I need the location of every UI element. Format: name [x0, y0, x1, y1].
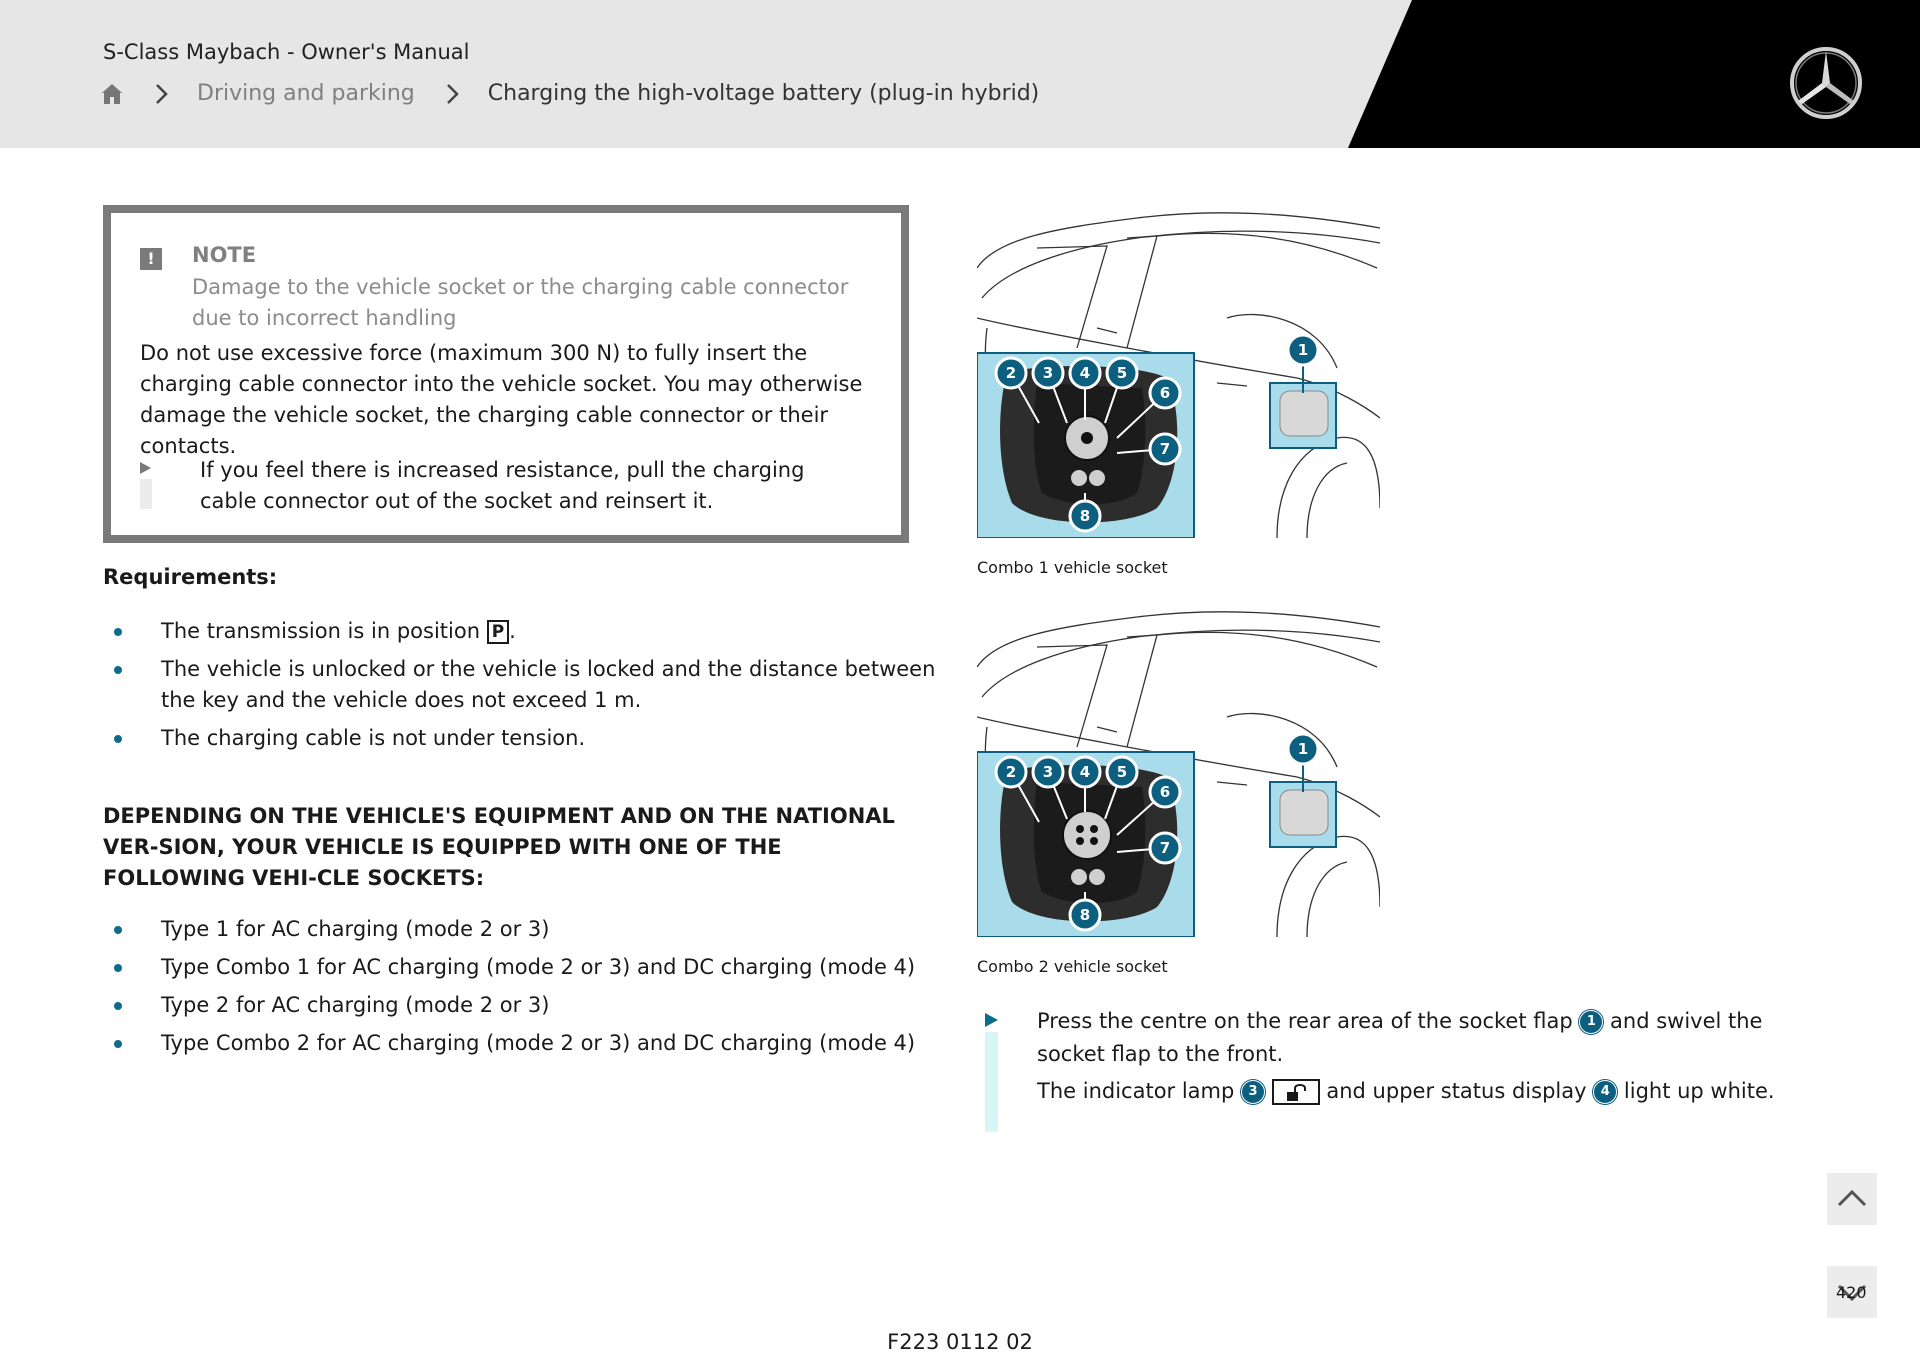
- footer-code: F223 0112 02: [887, 1330, 1033, 1354]
- bullet-icon: [114, 1040, 122, 1048]
- callout-badge: 3: [1241, 1080, 1265, 1104]
- chevron-right-icon: [152, 82, 172, 106]
- svg-text:5: 5: [1116, 364, 1128, 382]
- breadcrumb: [100, 81, 1039, 106]
- svg-text:8: 8: [1079, 507, 1091, 525]
- list-item: The charging cable is not under tension.: [103, 723, 941, 754]
- combo2-socket-illustration: [977, 607, 1380, 937]
- callout-badge: 4: [1593, 1080, 1617, 1104]
- step-bar: [140, 479, 152, 509]
- bullet-icon: [114, 964, 122, 972]
- note-subtitle: Damage to the vehicle socket or the charging cable connector due to incorrect handling: [192, 275, 849, 330]
- list-item: Type Combo 1 for AC charging (mode 2 or 3) and DC charging (mode 4): [103, 952, 941, 983]
- gear-p-symbol: P: [487, 620, 509, 644]
- page-number: 420: [1836, 1283, 1867, 1302]
- combo1-socket-illustration: [977, 208, 1380, 538]
- step-text: [1037, 1005, 1797, 1108]
- socket-types-list: [103, 914, 941, 1066]
- document-title: S-Class Maybach - Owner's Manual: [103, 40, 470, 64]
- step-arrow-icon: [985, 1013, 998, 1027]
- svg-text:6: 6: [1159, 384, 1171, 402]
- svg-text:3: 3: [1042, 364, 1054, 382]
- bullet-icon: [114, 628, 122, 636]
- list-item: The transmission is in position P .: [103, 616, 941, 647]
- svg-text:7: 7: [1159, 440, 1171, 458]
- bullet-icon: [114, 926, 122, 934]
- breadcrumb-link-driving[interactable]: Driving and parking: [197, 81, 415, 106]
- step-bar: [985, 1032, 998, 1132]
- breadcrumb-current: Charging the high-voltage battery (plug-in hybrid): [487, 81, 1040, 106]
- home-icon[interactable]: [100, 82, 124, 106]
- figure-caption: Combo 2 vehicle socket: [977, 957, 1168, 976]
- list-item: Type 2 for AC charging (mode 2 or 3): [103, 990, 941, 1021]
- svg-text:2: 2: [1005, 364, 1017, 382]
- requirements-title: Requirements:: [103, 565, 278, 589]
- svg-text:1: 1: [1297, 341, 1309, 359]
- list-item: The vehicle is unlocked or the vehicle is locked and the distance between the key and the vehicle does not exceed 1 m.: [103, 654, 941, 716]
- bullet-icon: [114, 735, 122, 743]
- note-box: [103, 205, 909, 543]
- warning-icon: !: [140, 248, 162, 270]
- step-line-1: Press the centre on the rear area of the socket flap 1 and swivel the socket flap to the front.: [1037, 1009, 1763, 1066]
- list-item: Type Combo 2 for AC charging (mode 2 or 3) and DC charging (mode 4): [103, 1028, 941, 1059]
- socket-types-heading: DEPENDING ON THE VEHICLE'S EQUIPMENT AND ON THE NATIONAL VER-SION, YOUR VEHICLE IS EQUIPPED WITH ONE OF THE FOLLOWING VEHI-CLE SOCKETS:: [103, 804, 895, 890]
- svg-text:6: 6: [1159, 783, 1171, 801]
- header-bar: [0, 0, 1920, 148]
- note-step-text: If you feel there is increased resistance, pull the charging cable connector out of the socket and reinsert it.: [200, 458, 805, 513]
- scroll-up-button[interactable]: [1827, 1173, 1877, 1225]
- svg-text:5: 5: [1116, 763, 1128, 781]
- list-item: Type 1 for AC charging (mode 2 or 3): [103, 914, 941, 945]
- svg-text:4: 4: [1079, 364, 1091, 382]
- svg-text:4: 4: [1079, 763, 1091, 781]
- bullet-icon: [114, 1002, 122, 1010]
- bullet-icon: [114, 666, 122, 674]
- requirements-list: [103, 616, 941, 761]
- chevron-up-icon: [1827, 1173, 1877, 1225]
- svg-text:8: 8: [1079, 906, 1091, 924]
- step-arrow-icon: [140, 462, 151, 474]
- figure-caption: Combo 1 vehicle socket: [977, 558, 1168, 577]
- svg-text:2: 2: [1005, 763, 1017, 781]
- note-body: Do not use excessive force (maximum 300 N) to fully insert the charging cable connector into the vehicle socket. You may otherwise damage the vehicle socket, the charging cable connector or their contacts.: [140, 341, 863, 458]
- chevron-right-icon: [443, 82, 463, 106]
- mercedes-star-logo[interactable]: [1788, 45, 1864, 121]
- svg-text:7: 7: [1159, 839, 1171, 857]
- svg-text:1: 1: [1297, 740, 1309, 758]
- callout-badge: 1: [1579, 1010, 1603, 1034]
- unlock-icon: [1272, 1079, 1320, 1105]
- step-line-2: The indicator lamp 3 and upper status display 4 light up white.: [1037, 1079, 1775, 1103]
- svg-text:3: 3: [1042, 763, 1054, 781]
- note-title: NOTE: [192, 243, 257, 267]
